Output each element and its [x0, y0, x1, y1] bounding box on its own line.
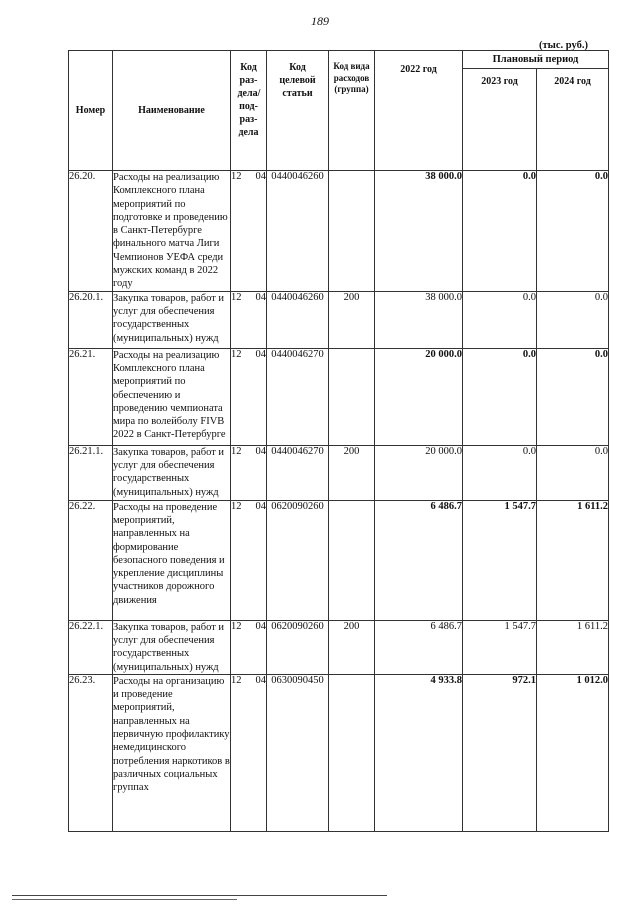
row-expense-type: [329, 171, 375, 292]
row-value-2023: 0.0: [463, 291, 537, 348]
header-number: Номер: [69, 51, 113, 171]
row-value-2022: 38 000.0: [375, 291, 463, 348]
row-number: 26.22.: [69, 500, 113, 620]
row-value-2023: 0.0: [463, 171, 537, 292]
row-target-code: 0620090260: [267, 500, 329, 620]
row-value-2022: 6 486.7: [375, 620, 463, 674]
row-number: 26.21.1.: [69, 445, 113, 500]
header-planning-period: Плановый период: [463, 51, 609, 69]
row-number: 26.20.1.: [69, 291, 113, 348]
row-value-2023: 972.1: [463, 674, 537, 831]
row-value-2022: 6 486.7: [375, 500, 463, 620]
row-name: Расходы на проведение мероприятий, направленных на формирование безопасного поведения и укрепление дисциплины участников дорожного движения: [113, 500, 231, 620]
footer-line: [12, 895, 387, 896]
row-value-2022: 38 000.0: [375, 171, 463, 292]
header-expense-type: Код вида расходов (группа): [329, 51, 375, 171]
row-section-code: 12 04: [231, 445, 267, 500]
row-section-code: 12 04: [231, 348, 267, 445]
row-value-2024: 0.0: [537, 348, 609, 445]
row-expense-type: 200: [329, 445, 375, 500]
row-section-code: 12 04: [231, 500, 267, 620]
table-row: [69, 674, 609, 831]
row-target-code: 0440046260: [267, 291, 329, 348]
row-expense-type: 200: [329, 620, 375, 674]
row-value-2023: 0.0: [463, 445, 537, 500]
row-value-2022: 20 000.0: [375, 348, 463, 445]
row-section-code: 12 04: [231, 620, 267, 674]
row-name: Закупка товаров, работ и услуг для обеспечения государственных (муниципальных) нужд: [113, 620, 231, 674]
row-name: Расходы на реализацию Комплексного плана мероприятий по обеспечению и проведению чемпионата мира по волейболу FIVB 2022 в Санкт-Петербурге: [113, 348, 231, 445]
row-section-code: 12 04: [231, 171, 267, 292]
header-year-2024: 2024 год: [537, 69, 609, 171]
row-section-code: 12 04: [231, 674, 267, 831]
page-number: 189: [311, 14, 329, 28]
row-value-2022: 20 000.0: [375, 445, 463, 500]
row-expense-type: 200: [329, 291, 375, 348]
header-target-code: Код целевой статьи: [267, 51, 329, 171]
row-name: Расходы на реализацию Комплексного плана мероприятий по подготовке и проведению в Санкт-Петербурге финального матча Лиги Чемпионов УЕФА среди мужских команд в 2022 году: [113, 171, 231, 292]
row-value-2022: 4 933.8: [375, 674, 463, 831]
table-row: [69, 171, 609, 292]
row-number: 26.21.: [69, 348, 113, 445]
table-row: [69, 291, 609, 348]
row-name: Закупка товаров, работ и услуг для обеспечения государственных (муниципальных) нужд: [113, 291, 231, 348]
row-value-2024: 1 611.2: [537, 500, 609, 620]
table-row: [69, 620, 609, 674]
row-target-code: 0440046260: [267, 171, 329, 292]
row-value-2023: 0.0: [463, 348, 537, 445]
budget-table: [68, 50, 609, 832]
header-name: Наименование: [113, 51, 231, 171]
row-value-2023: 1 547.7: [463, 620, 537, 674]
table-row: [69, 500, 609, 620]
row-value-2024: 0.0: [537, 291, 609, 348]
row-value-2023: 1 547.7: [463, 500, 537, 620]
header-section-code: Код раз- дела/ под- раз- дела: [231, 51, 267, 171]
row-target-code: 0620090260: [267, 620, 329, 674]
footer-line-secondary: [12, 899, 237, 900]
table-row: [69, 445, 609, 500]
row-number: 26.20.: [69, 171, 113, 292]
row-value-2024: 0.0: [537, 445, 609, 500]
row-expense-type: [329, 500, 375, 620]
row-expense-type: [329, 674, 375, 831]
table-row: [69, 348, 609, 445]
row-section-code: 12 04: [231, 291, 267, 348]
header-year-2023: 2023 год: [463, 69, 537, 171]
row-value-2024: 1 611.2: [537, 620, 609, 674]
row-target-code: 0440046270: [267, 348, 329, 445]
row-value-2024: 0.0: [537, 171, 609, 292]
row-expense-type: [329, 348, 375, 445]
header-year-2022: 2022 год: [375, 51, 463, 171]
units-label: (тыс. руб.): [539, 40, 588, 51]
row-target-code: 0440046270: [267, 445, 329, 500]
row-target-code: 0630090450: [267, 674, 329, 831]
row-number: 26.22.1.: [69, 620, 113, 674]
row-number: 26.23.: [69, 674, 113, 831]
row-name: Закупка товаров, работ и услуг для обеспечения государственных (муниципальных) нужд: [113, 445, 231, 500]
row-value-2024: 1 012.0: [537, 674, 609, 831]
row-name: Расходы на организацию и проведение мероприятий, направленных на первичную профилактику немедицинского потребления наркотиков в различных социальных группах: [113, 674, 231, 831]
